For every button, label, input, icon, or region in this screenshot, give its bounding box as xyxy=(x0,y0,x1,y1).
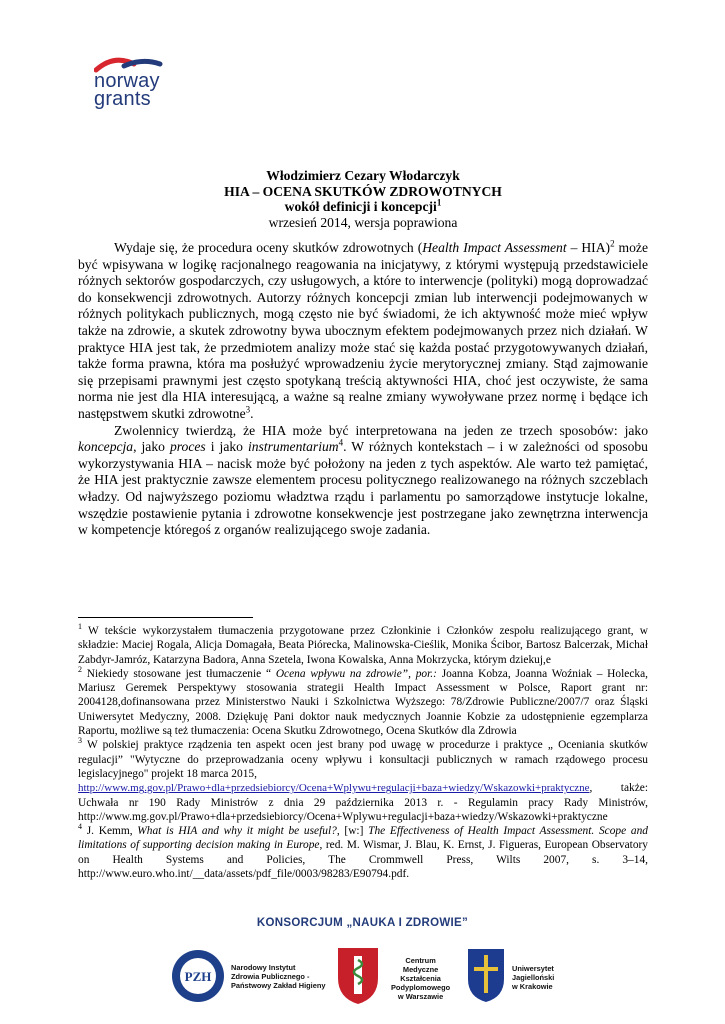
partner-cmkp: Centrum Medyczne Kształcenia Podyplomowego w Warszawie xyxy=(391,956,451,1001)
document-subtitle: wokół definicji i koncepcji xyxy=(284,199,437,214)
pzh-emblem-icon xyxy=(170,948,226,1004)
document-date: wrzesień 2014, wersja poprawiona xyxy=(268,214,458,230)
footnote-4: $^4$ J. Kemm, What is HIA and why it might be useful?, [w:] The Effectiveness of Health Impact Assessment. Scope and limitations of supporting decision making in Europe, red. M. Wismar, J. Blau, K. Ernst, J. Figueras, European Observatory on Health Systems and Policies, The Crommwell Press, Wilts 2007, s. 3–14, http://www.euro.who.int/__data/assets/pdf_file/0003/98283/E90794.pdf. xyxy=(78,822,648,881)
footnote-1: $^1$ W tekście wykorzystałem tłumaczenia przygotowane przez Członkinie i Członków zespołu realizującego grant, w składzie: Maciej Rogala, Alicja Domagała, Beata Piórecka, Malinowska-Cieślik, Monika Ścibor, Bartosz Balcerzak, Michał Zabdyr-Jamróz, Katarzyna Badora, Anna Szetela, Iwona Kowalska, Anna Mokrzycka, którym dziekuj,e xyxy=(78,622,648,666)
consortium-title: KONSORCJUM „NAUKA I ZDROWIE” xyxy=(256,917,469,929)
uj-emblem-icon xyxy=(466,947,506,1003)
logo-line-1: norway xyxy=(94,70,160,92)
norway-grants-logo xyxy=(88,56,172,112)
footnotes xyxy=(78,624,648,881)
footnote-ref-3[interactable]: 3 xyxy=(245,404,251,415)
partner-uj: Uniwersytet Jagielloński w Krakowie xyxy=(512,964,555,991)
footnote-3: $^3$ W polskiej praktyce rządzenia ten aspekt ocen jest brany pod uwagę w procedurze i praktyce „ Oceniania skutków regulacji” "Wytyczne do przeprowadzania oceny wpływu i konsultacji publicznych w ramach rządowego procesu legislacyjnego" projekt 18 marca 2015, http://www.mg.gov.pl/Prawo+dla+przedsiebiorcy/Ocena+Wplywu+regulacji+baza+wiedzy/Wskazowki+praktyczne, także: Uchwała nr 190 Rady Ministrów z dnia 29 października 2013 r. - Regulamin pracy Rady Ministrów, http://www.mg.gov.pl/Prawo+dla+przedsiebiorcy/Ocena+Wplywu+regulacji+baza+wiedzy/Wskazowki+praktyczne xyxy=(78,736,648,823)
document-header xyxy=(78,168,648,230)
body-text xyxy=(78,240,648,539)
cmkp-emblem-icon xyxy=(334,944,382,1006)
footnote-3-link[interactable]: http://www.mg.gov.pl/Prawo+dla+przedsiebiorcy/Ocena+Wplywu+regulacji+baza+wiedzy/Wskazowki+praktyczne xyxy=(78,782,590,795)
paragraph-2: Zwolennicy twierdzą, że HIA może być interpretowana na jeden ze trzech sposobów: jako koncepcja, jako proces i jako instrumentarium$^4$. W różnych kontekstach – i w zależności od sposobu wykorzystywania HIA – nacisk może być położony na jeden z tych aspektów. Ale warto też pamiętać, że HIA jest praktycznie zawsze elementem procesu politycznego realizowanego na różnych szczeblach władzy. Od najwyższego poziomu władztwa rządu i parlamentu po samorządowe instytucje lokalne, wszędzie postawienie pytania i zdrowotne konsekwencje jest postrzegane jako zewnętrzna interwencja w kompetencje któregoś z organów realizującego swoje zadania. xyxy=(78,422,648,538)
footnote-divider xyxy=(78,617,253,618)
footnote-ref-4[interactable]: 4 xyxy=(338,437,344,448)
footnote-ref-1[interactable]: 1 xyxy=(436,197,442,208)
partner-pzh: Narodowy Instytut Zdrowia Publicznego - Państwowy Zakład Higieny xyxy=(231,963,326,990)
document-title: HIA – OCENA SKUTKÓW ZDROWOTNYCH xyxy=(224,183,502,199)
author-name: Włodzimierz Cezary Włodarczyk xyxy=(266,168,460,183)
logo-line-2: grants xyxy=(94,88,151,110)
paragraph-1: Wydaje się, że procedura oceny skutków zdrowotnych (Health Impact Assessment – HIA)$^2$ może być wpisywana w logikę racjonalnego reagowania na inicjatywy, z którymi występują przedstawiciele różnych sektorów gospodarczych, czy usługowych, a które to interwencje (polityki) mogą doprowadzać do konsekwencji zdrowotnych. Autorzy różnych koncepcji zmian lub interwencji podejmowanych w różnych politykach publicznych, mogą często nie być świadomi, że ich aktywność może mieć wpływ także na zdrowie, a skutek zdrowotny bywa ubocznym efektem podejmowanych przez nich działań. W praktyce HIA jest tak, że przedmiotem analizy może stać się każda postać przygotowywanych działań, także forma prawna, która ma posłużyć wprowadzeniu życie merytorycznej zmiany. Stąd zajmowanie się przepisami prawnymi jest często spotykaną treścią aktywności HIA, choć jest oczywiste, że sama norma nie jest dla HIA interesującą, a ważne są realne zmiany wywoływane przez normę i będące ich następstwem skutki zdrowotne$^3$. xyxy=(78,238,648,421)
pzh-emblem-text: PZH xyxy=(184,969,212,984)
footnote-ref-2[interactable]: 2 xyxy=(610,238,615,249)
footnote-2: $^2$ Niekiedy stosowane jest tłumaczenie “ Ocena wpływu na zdrowie”, por.: Joanna Kobza, Joanna Woźniak – Holecka, Mariusz Geremek Perspektywy stosowania strategii Health Impact Assessment w Polsce, Raport grant nr: 2004128,dofinansowana przez Ministerstwo Nauki i Szkolnictwa Wyższego: 78/Zdrowie Publiczne/2007/7 oraz Śląski Uniwersytet Medyczny, 2008. Dziękuję Pani doktor nauk medycznych Joannie Kobzie za udostępnienie egzemplarza Raportu, możliwe są też tłumaczenia: Ocena Skutku Zdrowotnego, Ocena Skutków dla Zdrowia xyxy=(78,665,648,738)
